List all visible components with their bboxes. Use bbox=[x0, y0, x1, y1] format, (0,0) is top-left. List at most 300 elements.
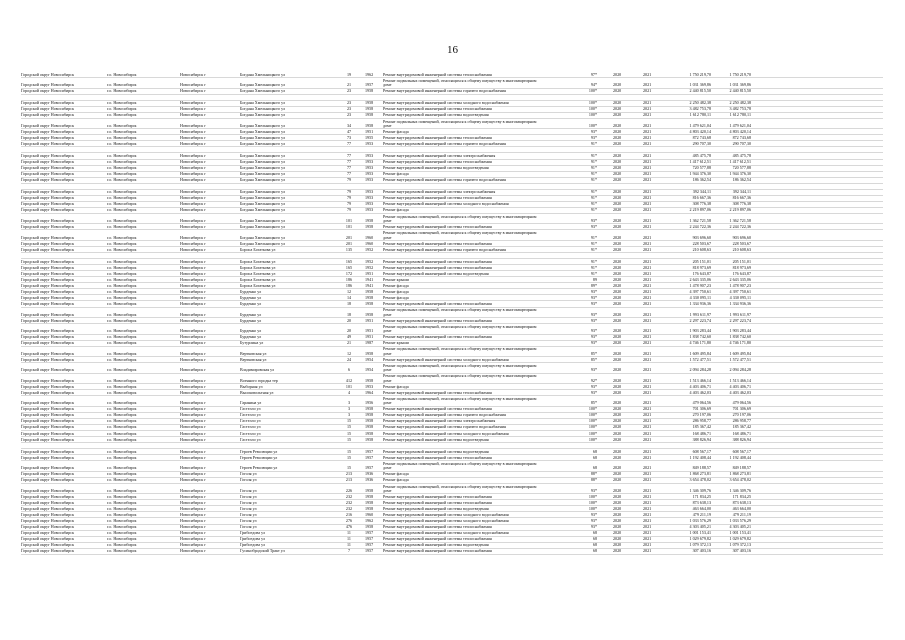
locality-cell: Новосибирск г bbox=[180, 135, 206, 140]
wear-percent-cell: 100* bbox=[588, 431, 597, 436]
municipality-cell: Городской округ Новосибирск bbox=[21, 478, 74, 483]
locality-cell: Новосибирск г bbox=[180, 549, 206, 554]
build-year-cell: 1958 bbox=[365, 295, 374, 300]
build-year-cell: 1955 bbox=[365, 135, 374, 140]
locality-cell: Новосибирск г bbox=[180, 265, 206, 270]
end-year-cell: 2021 bbox=[643, 101, 652, 106]
district-cell: г.о. Новосибирск bbox=[107, 129, 137, 134]
wear-percent-cell: 85* bbox=[590, 401, 597, 406]
start-year-cell: 2020 bbox=[613, 449, 622, 454]
locality-cell: Новосибирск г bbox=[180, 241, 206, 246]
street-cell: Героев Революции ул bbox=[240, 449, 278, 454]
end-year-cell: 2021 bbox=[643, 494, 652, 499]
house-number-cell: 216 bbox=[345, 513, 353, 517]
district-cell: г.о. Новосибирск bbox=[107, 437, 137, 442]
end-year-cell: 2021 bbox=[643, 302, 652, 307]
build-year-cell: 1958 bbox=[365, 525, 374, 530]
total-cell: 816 667,36 bbox=[732, 196, 751, 201]
work-type-cell: Ремонт внутридомовой инженерной системы электроснабжения bbox=[383, 190, 496, 195]
locality-cell: Новосибирск г bbox=[180, 202, 206, 207]
work-type-cell: Ремонт внутридомовой инженерной системы водоотведения bbox=[383, 437, 489, 442]
start-year-cell: 2020 bbox=[613, 425, 622, 430]
total-cell: 2 250 482,38 bbox=[729, 101, 751, 106]
cost-cell: 1 417 612,51 bbox=[689, 160, 711, 165]
district-cell: г.о. Новосибирск bbox=[107, 271, 137, 276]
wear-percent-cell: 91* bbox=[590, 160, 597, 165]
house-number-cell: 3 bbox=[347, 413, 351, 418]
house-number-cell: 12 bbox=[346, 351, 352, 356]
start-year-cell: 2020 bbox=[613, 89, 622, 94]
street-cell: Бориса Богаткова ул bbox=[240, 259, 276, 264]
house-number-cell: 4 bbox=[347, 390, 351, 395]
start-year-cell: 2020 bbox=[613, 472, 622, 477]
locality-cell: Новосибирск г bbox=[180, 413, 206, 418]
build-year-cell: 1954 bbox=[365, 357, 374, 362]
end-year-cell: 2021 bbox=[643, 289, 652, 294]
locality-cell: Новосибирск г bbox=[180, 419, 206, 424]
municipality-cell: Городской округ Новосибирск bbox=[21, 154, 74, 159]
end-year-cell: 2021 bbox=[643, 141, 652, 146]
municipality-cell: Городской округ Новосибирск bbox=[21, 449, 74, 454]
locality-cell: Новосибирск г bbox=[180, 401, 206, 406]
municipality-cell: Городской округ Новосибирск bbox=[21, 160, 74, 165]
wear-percent-cell: 100* bbox=[588, 113, 597, 118]
district-cell: г.о. Новосибирск bbox=[107, 513, 137, 517]
wear-percent-cell: 93* bbox=[590, 312, 597, 317]
street-cell: Гастелло ул bbox=[240, 419, 261, 424]
house-number-cell: 11 bbox=[347, 531, 351, 536]
cost-cell: 2 297 223,74 bbox=[689, 318, 711, 323]
cost-cell: 1 478 907,23 bbox=[689, 283, 711, 288]
wear-percent-cell: 85* bbox=[590, 351, 597, 356]
end-year-cell: 2021 bbox=[643, 513, 652, 517]
start-year-cell: 2020 bbox=[613, 129, 622, 134]
total-cell: 1 346 309,76 bbox=[729, 488, 751, 493]
house-number-cell: 18 bbox=[346, 312, 352, 317]
street-cell: Бориса Богаткова ул bbox=[240, 265, 276, 270]
work-type-cell: Ремонт внутридомовой инженерной системы теплоснабжения bbox=[383, 196, 492, 201]
municipality-cell: Городской округ Новосибирск bbox=[21, 178, 74, 183]
cost-cell: 1 609 495,84 bbox=[689, 351, 711, 356]
cost-cell: 2 244 722,36 bbox=[689, 225, 711, 229]
wear-percent-cell: 91* bbox=[590, 208, 597, 213]
house-number-cell: 77 bbox=[346, 141, 352, 146]
start-year-cell: 2020 bbox=[613, 494, 622, 499]
street-cell: Гастелло ул bbox=[240, 407, 261, 412]
wear-percent-cell: 91* bbox=[590, 241, 597, 246]
end-year-cell: 2021 bbox=[643, 419, 652, 424]
work-type-cell: Ремонт внутридомовой инженерной системы теплоснабжения bbox=[383, 265, 492, 270]
locality-cell: Новосибирск г bbox=[180, 449, 206, 454]
wear-percent-cell: 68 bbox=[592, 466, 597, 471]
locality-cell: Новосибирск г bbox=[180, 357, 206, 362]
end-year-cell: 2021 bbox=[643, 455, 652, 460]
wear-percent-cell: 100* bbox=[588, 107, 597, 112]
build-year-cell: 1953 bbox=[365, 141, 374, 146]
work-type-cell: Ремонт внутридомовой инженерной системы теплоснабжения bbox=[383, 494, 492, 499]
wear-percent-cell: 94* bbox=[590, 83, 597, 88]
build-year-cell: 1954 bbox=[365, 368, 374, 373]
street-cell: Героев Революции ул bbox=[240, 466, 278, 471]
end-year-cell: 2021 bbox=[643, 549, 652, 554]
municipality-cell: Городской округ Новосибирск bbox=[21, 384, 74, 389]
wear-percent-cell: 85* bbox=[590, 357, 597, 362]
municipality-cell: Городской округ Новосибирск bbox=[21, 543, 74, 548]
cost-cell: 903 696,60 bbox=[692, 235, 711, 240]
district-cell: г.о. Новосибирск bbox=[107, 341, 137, 346]
district-cell: г.о. Новосибирск bbox=[107, 478, 137, 483]
wear-percent-cell: 100* bbox=[588, 407, 597, 412]
municipality-cell: Городской округ Новосибирск bbox=[21, 341, 74, 346]
locality-cell: Новосибирск г bbox=[180, 466, 206, 471]
district-cell: г.о. Новосибирск bbox=[107, 259, 137, 264]
end-year-cell: 2021 bbox=[643, 190, 652, 195]
locality-cell: Новосибирск г bbox=[180, 289, 206, 294]
start-year-cell: 2020 bbox=[613, 312, 622, 317]
build-year-cell: 1953 bbox=[365, 160, 374, 165]
wear-percent-cell: 93* bbox=[590, 390, 597, 395]
build-year-cell: 1958 bbox=[365, 419, 374, 424]
work-type-cell: Ремонт внутридомовой инженерной системы теплоснабжения bbox=[383, 225, 492, 229]
wear-percent-cell: 88* bbox=[590, 478, 597, 483]
house-number-cell: 226 bbox=[345, 488, 353, 493]
wear-percent-cell: 91* bbox=[590, 141, 597, 146]
start-year-cell: 2020 bbox=[613, 259, 622, 264]
work-type-cell: Ремонт внутридомовой инженерной системы горячего водоснабжения bbox=[383, 89, 506, 94]
house-number-cell: 186 bbox=[345, 283, 353, 288]
street-cell: Гоголя ул bbox=[240, 488, 257, 493]
end-year-cell: 2021 bbox=[643, 335, 652, 340]
start-year-cell: 2020 bbox=[613, 225, 622, 229]
end-year-cell: 2021 bbox=[643, 341, 652, 346]
district-cell: г.о. Новосибирск bbox=[107, 455, 137, 460]
table-row bbox=[21, 396, 883, 407]
wear-percent-cell: 91* bbox=[590, 190, 597, 195]
municipality-cell: Городской округ Новосибирск bbox=[21, 225, 74, 229]
cost-cell: 210 608,63 bbox=[692, 247, 711, 252]
wear-percent-cell: 91* bbox=[590, 247, 597, 252]
build-year-cell: 1956 bbox=[365, 401, 374, 406]
house-number-cell: 34 bbox=[346, 123, 352, 128]
municipality-cell: Городской округ Новосибирск bbox=[21, 208, 74, 213]
wear-percent-cell: 93* bbox=[590, 135, 597, 140]
locality-cell: Новосибирск г bbox=[180, 190, 206, 195]
locality-cell: Новосибирск г bbox=[180, 160, 206, 165]
locality-cell: Новосибирск г bbox=[180, 113, 206, 118]
start-year-cell: 2020 bbox=[613, 466, 622, 471]
build-year-cell: 1957 bbox=[365, 449, 374, 454]
locality-cell: Новосибирск г bbox=[180, 208, 206, 213]
district-cell: г.о. Новосибирск bbox=[107, 265, 137, 270]
table-row bbox=[21, 461, 883, 472]
locality-cell: Новосибирск г bbox=[180, 172, 206, 177]
cost-cell: 1 031 369,86 bbox=[689, 83, 711, 88]
street-cell: Бутурлина ул bbox=[240, 341, 264, 346]
cost-cell: 4 403 406,71 bbox=[689, 384, 711, 389]
start-year-cell: 2020 bbox=[613, 123, 622, 128]
district-cell: г.о. Новосибирск bbox=[107, 449, 137, 454]
end-year-cell: 2021 bbox=[643, 368, 652, 373]
end-year-cell: 2021 bbox=[643, 378, 652, 383]
street-cell: Гастелло ул bbox=[240, 437, 261, 442]
start-year-cell: 2020 bbox=[613, 549, 622, 554]
end-year-cell: 2021 bbox=[643, 519, 652, 524]
house-number-cell: 77 bbox=[346, 154, 352, 159]
municipality-cell: Городской округ Новосибирск bbox=[21, 549, 74, 554]
start-year-cell: 2020 bbox=[613, 218, 622, 223]
total-cell: 479 064,56 bbox=[732, 401, 751, 406]
page-number: 16 bbox=[447, 44, 458, 56]
total-cell: 720 577,88 bbox=[732, 166, 751, 171]
municipality-cell: Городской округ Новосибирск bbox=[21, 295, 74, 300]
total-cell: 818 973,69 bbox=[732, 265, 751, 270]
municipality-cell: Городской округ Новосибирск bbox=[21, 318, 74, 323]
work-type-cell: Ремонт внутридомовой инженерной системы теплоснабжения bbox=[383, 500, 492, 505]
total-cell: 2 094 284,28 bbox=[729, 368, 751, 373]
total-cell: 872 743,68 bbox=[732, 135, 751, 140]
street-cell: Богдана Хмельницкого ул bbox=[240, 129, 286, 134]
total-cell: 1 868 273,81 bbox=[729, 472, 751, 477]
street-cell: Богдана Хмельницкого ул bbox=[240, 218, 286, 223]
street-cell: Богдана Хмельницкого ул bbox=[240, 135, 286, 140]
district-cell: г.о. Новосибирск bbox=[107, 312, 137, 317]
build-year-cell: 1936 bbox=[365, 472, 374, 477]
start-year-cell: 2020 bbox=[613, 208, 622, 213]
wear-percent-cell: 100* bbox=[588, 413, 597, 418]
municipality-cell: Городской округ Новосибирск bbox=[21, 123, 74, 128]
municipality-cell: Городской округ Новосибирск bbox=[21, 89, 74, 94]
house-number-cell: 49 bbox=[346, 335, 352, 340]
district-cell: г.о. Новосибирск bbox=[107, 466, 137, 471]
locality-cell: Новосибирск г bbox=[180, 537, 206, 542]
street-cell: Военного городка тер bbox=[240, 378, 278, 383]
total-cell: 205 151,01 bbox=[732, 259, 751, 264]
locality-cell: Новосибирск г bbox=[180, 478, 206, 483]
street-cell: Вертковская ул bbox=[240, 357, 267, 362]
total-cell: 185 367,42 bbox=[732, 425, 751, 430]
house-number-cell: 79 bbox=[346, 202, 352, 207]
municipality-cell: Городской округ Новосибирск bbox=[21, 241, 74, 246]
work-type-cell: Ремонт фасада bbox=[383, 472, 409, 477]
end-year-cell: 2021 bbox=[643, 277, 652, 282]
district-cell: г.о. Новосибирск bbox=[107, 335, 137, 340]
cost-cell: 3 482 753,78 bbox=[689, 107, 711, 112]
district-cell: г.о. Новосибирск bbox=[107, 506, 137, 511]
build-year-cell: 1953 bbox=[365, 154, 374, 159]
street-cell: Богдана Хмельницкого ул bbox=[240, 166, 286, 171]
build-year-cell: 1936 bbox=[365, 478, 374, 483]
end-year-cell: 2021 bbox=[643, 413, 652, 418]
total-cell: 485 475,78 bbox=[732, 154, 751, 159]
total-cell: 4 746 171,80 bbox=[729, 341, 751, 346]
cost-cell: 270 197,06 bbox=[692, 413, 711, 418]
work-type-cell: Ремонт подвальных помещений, относящихся к общему имуществу в многоквартирном доме bbox=[383, 78, 537, 88]
municipality-cell: Городской округ Новосибирск bbox=[21, 378, 74, 383]
end-year-cell: 2021 bbox=[643, 401, 652, 406]
end-year-cell: 2021 bbox=[643, 283, 652, 288]
locality-cell: Новосибирск г bbox=[180, 519, 206, 524]
locality-cell: Новосибирск г bbox=[180, 107, 206, 112]
start-year-cell: 2020 bbox=[613, 419, 622, 424]
street-cell: Гоголя ул bbox=[240, 513, 257, 517]
work-type-cell: Ремонт фасада bbox=[383, 289, 409, 294]
street-cell: Гастелло ул bbox=[240, 425, 261, 430]
cost-cell: 186 362,54 bbox=[692, 178, 711, 183]
wear-percent-cell: 97* bbox=[590, 72, 597, 77]
cost-cell: 1 192 408,44 bbox=[689, 455, 711, 460]
cost-cell: 1 001 153,41 bbox=[689, 531, 711, 536]
house-number-cell: 15 bbox=[346, 437, 352, 442]
build-year-cell: 1958 bbox=[365, 500, 374, 505]
wear-percent-cell: 93* bbox=[590, 519, 597, 524]
build-year-cell: 1958 bbox=[365, 302, 374, 307]
district-cell: г.о. Новосибирск bbox=[107, 531, 137, 536]
wear-percent-cell: 89* bbox=[590, 283, 597, 288]
total-cell: 1 033 576,29 bbox=[729, 519, 751, 524]
end-year-cell: 2021 bbox=[643, 500, 652, 505]
cost-cell: 388 826,94 bbox=[692, 437, 711, 442]
cost-cell: 1 362 721,58 bbox=[689, 218, 711, 223]
total-cell: 849 188,57 bbox=[732, 466, 751, 471]
total-cell: 701 306,69 bbox=[732, 407, 751, 412]
build-year-cell: 1957 bbox=[365, 83, 374, 88]
cost-cell: 176 643,87 bbox=[692, 271, 711, 276]
street-cell: Богдана Хмельницкого ул bbox=[240, 190, 286, 195]
start-year-cell: 2020 bbox=[613, 135, 622, 140]
cost-cell: 4 303 405,21 bbox=[689, 525, 711, 530]
locality-cell: Новосибирск г bbox=[180, 166, 206, 171]
locality-cell: Новосибирск г bbox=[180, 295, 206, 300]
start-year-cell: 2020 bbox=[613, 519, 622, 524]
cost-cell: 185 367,42 bbox=[692, 425, 711, 430]
district-cell: г.о. Новосибирск bbox=[107, 431, 137, 436]
start-year-cell: 2020 bbox=[613, 368, 622, 373]
street-cell: Героев Революции ул bbox=[240, 455, 278, 460]
district-cell: г.о. Новосибирск bbox=[107, 172, 137, 177]
district-cell: г.о. Новосибирск bbox=[107, 549, 137, 554]
work-type-cell: Ремонт внутридомовой инженерной системы теплоснабжения bbox=[383, 455, 492, 460]
work-type-cell: Ремонт фасада bbox=[383, 208, 409, 213]
build-year-cell: 1951 bbox=[365, 129, 374, 134]
work-type-cell: Ремонт внутридомовой инженерной системы теплоснабжения bbox=[383, 549, 492, 554]
start-year-cell: 2020 bbox=[613, 247, 622, 252]
wear-percent-cell: 93* bbox=[590, 368, 597, 373]
start-year-cell: 2020 bbox=[613, 537, 622, 542]
start-year-cell: 2020 bbox=[613, 351, 622, 356]
locality-cell: Новосибирск г bbox=[180, 531, 206, 536]
cost-cell: 872 743,68 bbox=[692, 135, 711, 140]
street-cell: Бурденко ул bbox=[240, 289, 262, 294]
municipality-cell: Городской округ Новосибирск bbox=[21, 247, 74, 252]
cost-cell: 392 344,11 bbox=[692, 190, 711, 195]
cost-cell: 1 033 576,29 bbox=[689, 519, 711, 524]
end-year-cell: 2021 bbox=[643, 431, 652, 436]
cost-cell: 1 868 273,81 bbox=[689, 472, 711, 477]
build-year-cell: 1957 bbox=[365, 537, 374, 542]
municipality-cell: Городской округ Новосибирск bbox=[21, 289, 74, 294]
street-cell: Богдана Хмельницкого ул bbox=[240, 241, 286, 246]
municipality-cell: Городской округ Новосибирск bbox=[21, 277, 74, 282]
work-type-cell: Ремонт подвальных помещений, относящихся к общему имуществу в многоквартирном доме bbox=[383, 308, 537, 317]
house-number-cell: 135 bbox=[345, 247, 353, 252]
work-type-cell: Ремонт подвальных помещений, относящихся к общему имуществу в многоквартирном доме bbox=[383, 231, 537, 240]
wear-percent-cell: 91* bbox=[590, 235, 597, 240]
table-row bbox=[21, 214, 883, 225]
district-cell: г.о. Новосибирск bbox=[107, 543, 137, 548]
start-year-cell: 2020 bbox=[613, 283, 622, 288]
wear-percent-cell: 100* bbox=[588, 425, 597, 430]
locality-cell: Новосибирск г bbox=[180, 101, 206, 106]
locality-cell: Новосибирск г bbox=[180, 312, 206, 317]
house-number-cell: 15 bbox=[346, 455, 352, 460]
municipality-cell: Городской округ Новосибирск bbox=[21, 513, 74, 517]
cost-cell: 286 958,77 bbox=[692, 419, 711, 424]
build-year-cell: 1953 bbox=[365, 196, 374, 201]
street-cell: Грибоедова ул bbox=[240, 531, 266, 536]
cost-cell: 1 029 679,82 bbox=[689, 537, 711, 542]
municipality-cell: Городской округ Новосибирск bbox=[21, 312, 74, 317]
wear-percent-cell: 91* bbox=[590, 202, 597, 207]
cost-cell: 1 479 621,04 bbox=[689, 123, 711, 128]
start-year-cell: 2020 bbox=[613, 357, 622, 362]
end-year-cell: 2021 bbox=[643, 202, 652, 207]
cost-cell: 608 567,17 bbox=[692, 449, 711, 454]
table-row bbox=[21, 324, 883, 335]
house-number-cell: 213 bbox=[345, 478, 353, 483]
locality-cell: Новосибирск г bbox=[180, 488, 206, 493]
house-number-cell: 77 bbox=[346, 166, 352, 171]
build-year-cell: 1958 bbox=[365, 431, 374, 436]
work-type-cell: Ремонт внутридомовой инженерной системы электроснабжения bbox=[383, 154, 496, 159]
end-year-cell: 2021 bbox=[643, 241, 652, 246]
build-year-cell: 1964 bbox=[365, 390, 374, 395]
district-cell: г.о. Новосибирск bbox=[107, 329, 137, 334]
district-cell: г.о. Новосибирск bbox=[107, 302, 137, 307]
locality-cell: Новосибирск г bbox=[180, 513, 206, 517]
end-year-cell: 2021 bbox=[643, 312, 652, 317]
house-number-cell: 18 bbox=[346, 302, 352, 307]
start-year-cell: 2020 bbox=[613, 107, 622, 112]
district-cell: г.о. Новосибирск bbox=[107, 235, 137, 240]
work-type-cell: Ремонт подвальных помещений, относящихся к общему имуществу в многоквартирном доме bbox=[383, 374, 537, 383]
street-cell: Гоголя ул bbox=[240, 519, 257, 524]
house-number-cell: 201 bbox=[345, 241, 353, 246]
district-cell: г.о. Новосибирск bbox=[107, 160, 137, 165]
cost-cell: 4 397 750,61 bbox=[689, 289, 711, 294]
house-number-cell: 73 bbox=[346, 135, 352, 140]
locality-cell: Новосибирск г bbox=[180, 407, 206, 412]
total-cell: 2 643 335,06 bbox=[729, 277, 751, 282]
work-type-cell: Ремонт подвальных помещений, относящихся к общему имуществу в многоквартирном доме bbox=[383, 324, 537, 334]
locality-cell: Новосибирск г bbox=[180, 318, 206, 323]
municipality-cell: Городской округ Новосибирск bbox=[21, 329, 74, 334]
locality-cell: Новосибирск г bbox=[180, 235, 206, 240]
table-row bbox=[21, 549, 883, 555]
build-year-cell: 1958 bbox=[365, 225, 374, 229]
municipality-cell: Городской округ Новосибирск bbox=[21, 351, 74, 356]
house-number-cell: 79 bbox=[346, 190, 352, 195]
district-cell: г.о. Новосибирск bbox=[107, 101, 137, 106]
start-year-cell: 2020 bbox=[613, 172, 622, 177]
district-cell: г.о. Новосибирск bbox=[107, 166, 137, 171]
house-number-cell: 11 bbox=[347, 537, 351, 542]
work-type-cell: Ремонт внутридомовой инженерной системы горячего водоснабжения bbox=[383, 247, 506, 252]
end-year-cell: 2021 bbox=[643, 218, 652, 223]
house-number-cell: 276 bbox=[345, 519, 353, 524]
cost-cell: 1 572 477,51 bbox=[689, 357, 711, 362]
municipality-cell: Городской округ Новосибирск bbox=[21, 419, 74, 424]
work-type-cell: Ремонт крыши bbox=[383, 341, 409, 346]
